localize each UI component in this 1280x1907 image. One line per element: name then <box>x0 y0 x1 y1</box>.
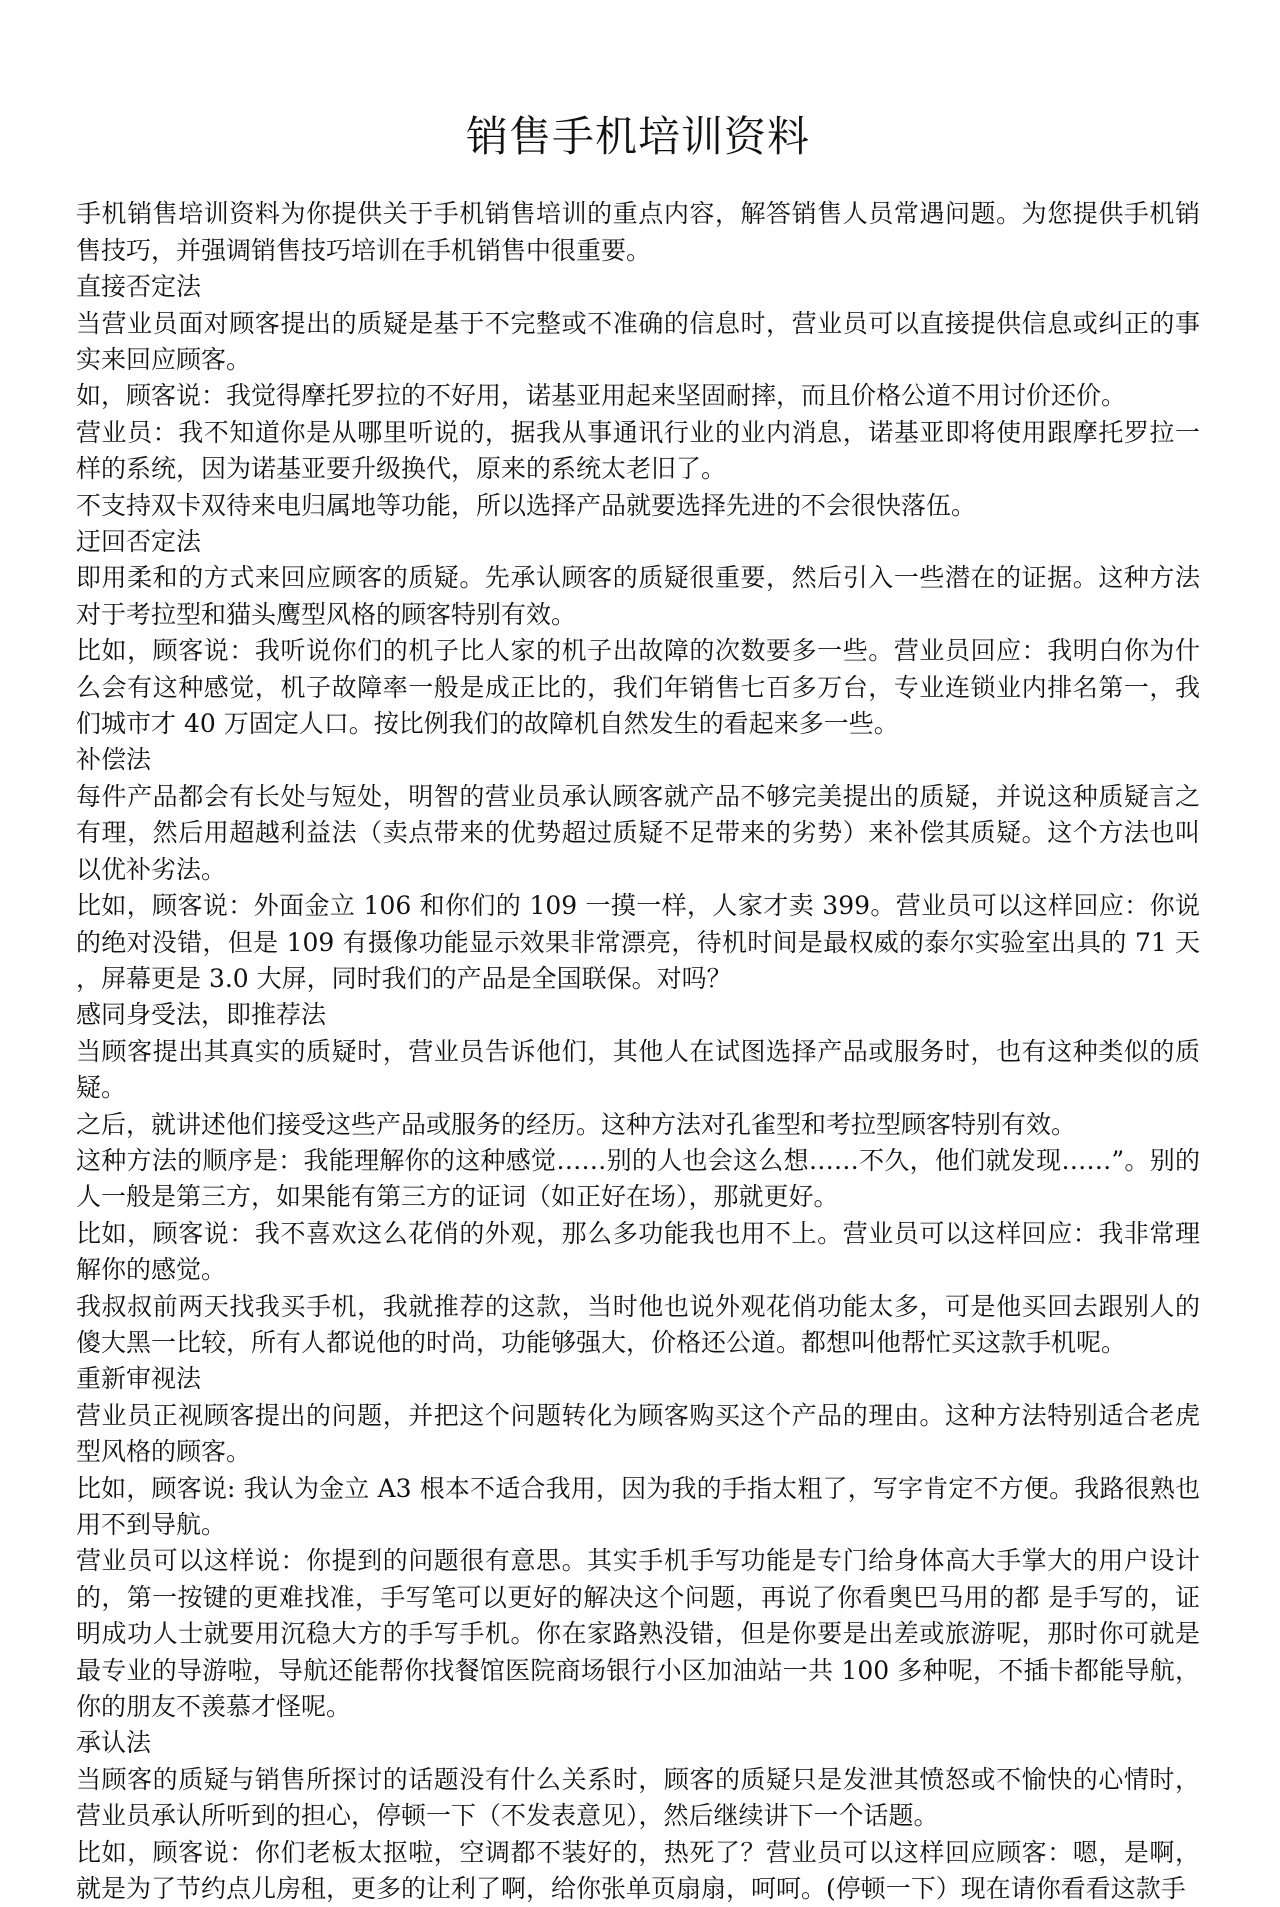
section-heading: 承认法 <box>76 1728 152 1758</box>
paragraph: 不支持双卡双待来电归属地等功能，所以选择产品就要选择先进的不会很快落伍。 <box>76 490 977 520</box>
paragraph: 当顾客提出其真实的质疑时，营业员告诉他们，其他人在试图选择产品或服务时，也有这种类似的质疑。 <box>76 1036 1200 1103</box>
section-heading: 感同身受法，即推荐法 <box>76 1000 327 1030</box>
paragraph: 我叔叔前两天找我买手机，我就推荐的这款，当时他也说外观花俏功能太多，可是他买回去跟别人的傻大黑一比较，所有人都说他的时尚，功能够强大，价格还公道。都想叫他帮忙买这款手机呢。 <box>76 1291 1200 1357</box>
paragraph: 当营业员面对顾客提出的质疑是基于不完整或不准确的信息时，营业员可以直接提供信息或纠正的事实来回应顾客。 <box>76 308 1200 375</box>
paragraph: 比如，顾客说：你们老板太抠啦，空调都不装好的，热死了？营业员可以这样回应顾客：嗯，是啊，就是为了节约点儿房租，更多的让利了啊，给你张单页扇扇，呵呵。(停顿一下）现在请你看看这款手 <box>76 1837 1200 1904</box>
section-heading: 直接否定法 <box>76 272 202 302</box>
paragraph: 之后，就讲述他们接受这些产品或服务的经历。这种方法对孔雀型和考拉型顾客特别有效。 <box>76 1109 1077 1139</box>
section-heading: 迂回否定法 <box>76 527 202 557</box>
paragraph: 营业员：我不知道你是从哪里听说的，据我从事通讯行业的业内消息，诺基亚即将使用跟摩托罗拉一样的系统，因为诺基亚要升级换代，原来的系统太老旧了。 <box>76 417 1200 484</box>
paragraph: 比如，顾客说: 我认为金立 A3 根本不适合我用，因为我的手指太粗了，写字肯定不方便。我路很熟也用不到导航。 <box>76 1473 1200 1540</box>
paragraph: 如，顾客说：我觉得摩托罗拉的不好用，诺基亚用起来坚固耐摔，而且价格公道不用讨价还价。 <box>76 381 1127 411</box>
section-heading: 补偿法 <box>76 745 152 775</box>
paragraph: 手机销售培训资料为你提供关于手机销售培训的重点内容，解答销售人员常遇问题。为您提供手机销售技巧，并强调销售技巧培训在手机销售中很重要。 <box>76 199 1200 265</box>
paragraph: 比如，顾客说：外面金立 106 和你们的 109 一摸一样，人家才卖 399。营业员可以这样回应：你说的绝对没错，但是 109 有摄像功能显示效果非常漂亮，待机时间是最权威的泰尔实验室出具的 71 天，屏幕更是 3.0 大屏，同时我们的产品是全国联保。对吗？ <box>76 891 1200 993</box>
paragraph: 营业员正视顾客提出的问题，并把这个问题转化为顾客购买这个产品的理由。这种方法特别适合老虎型风格的顾客。 <box>76 1400 1200 1467</box>
paragraph: 即用柔和的方式来回应顾客的质疑。先承认顾客的质疑很重要，然后引入一些潜在的证据。这种方法对于考拉型和猫头鹰型风格的顾客特别有效。 <box>76 563 1200 629</box>
paragraph: 这种方法的顺序是：我能理解你的这种感觉……别的人也会这么想……不久，他们就发现……”。别的人一般是第三方，如果能有第三方的证词（如正好在场），那就更好。 <box>76 1145 1200 1212</box>
document-title: 销售手机培训资料 <box>465 112 810 161</box>
paragraph: 营业员可以这样说：你提到的问题很有意思。其实手机手写功能是专门给身体高大手掌大的用户设计的，第一按键的更难找准，手写笔可以更好的解决这个问题，再说了你看奥巴马用的都 是手写的，证明成功人士就要用沉稳大方的手写手机。你在家路熟没错，但是你要是出差或旅游呢，那时你可就是最专业的导游啦，导航还能帮你找餐馆医院商场银行小区加油站一共 100 多种呢，不插卡都能导航，你的朋友不羡慕才怪呢。 <box>76 1546 1200 1722</box>
paragraph: 每件产品都会有长处与短处，明智的营业员承认顾客就产品不够完美提出的质疑，并说这种质疑言之有理，然后用超越利益法（卖点带来的优势超过质疑不足带来的劣势）来补偿其质疑。这个方法也叫以优补劣法。 <box>76 781 1200 884</box>
paragraph: 比如，顾客说：我听说你们的机子比人家的机子出故障的次数要多一些。营业员回应：我明白你为什么会有这种感觉，机子故障率一般是成正比的，我们年销售七百多万台，专业连锁业内排名第一，我们城市才 40 万固定人口。按比例我们的故障机自然发生的看起来多一些。 <box>76 636 1200 739</box>
document-body <box>76 196 1200 1907</box>
paragraph: 比如，顾客说：我不喜欢这么花俏的外观，那么多功能我也用不上。营业员可以这样回应：我非常理解你的感觉。 <box>76 1218 1200 1285</box>
section-heading: 重新审视法 <box>76 1364 202 1394</box>
paragraph: 当顾客的质疑与销售所探讨的话题没有什么关系时，顾客的质疑只是发泄其愤怒或不愉快的心情时，营业员承认所听到的担心，停顿一下（不发表意见），然后继续讲下一个话题。 <box>76 1764 1200 1831</box>
